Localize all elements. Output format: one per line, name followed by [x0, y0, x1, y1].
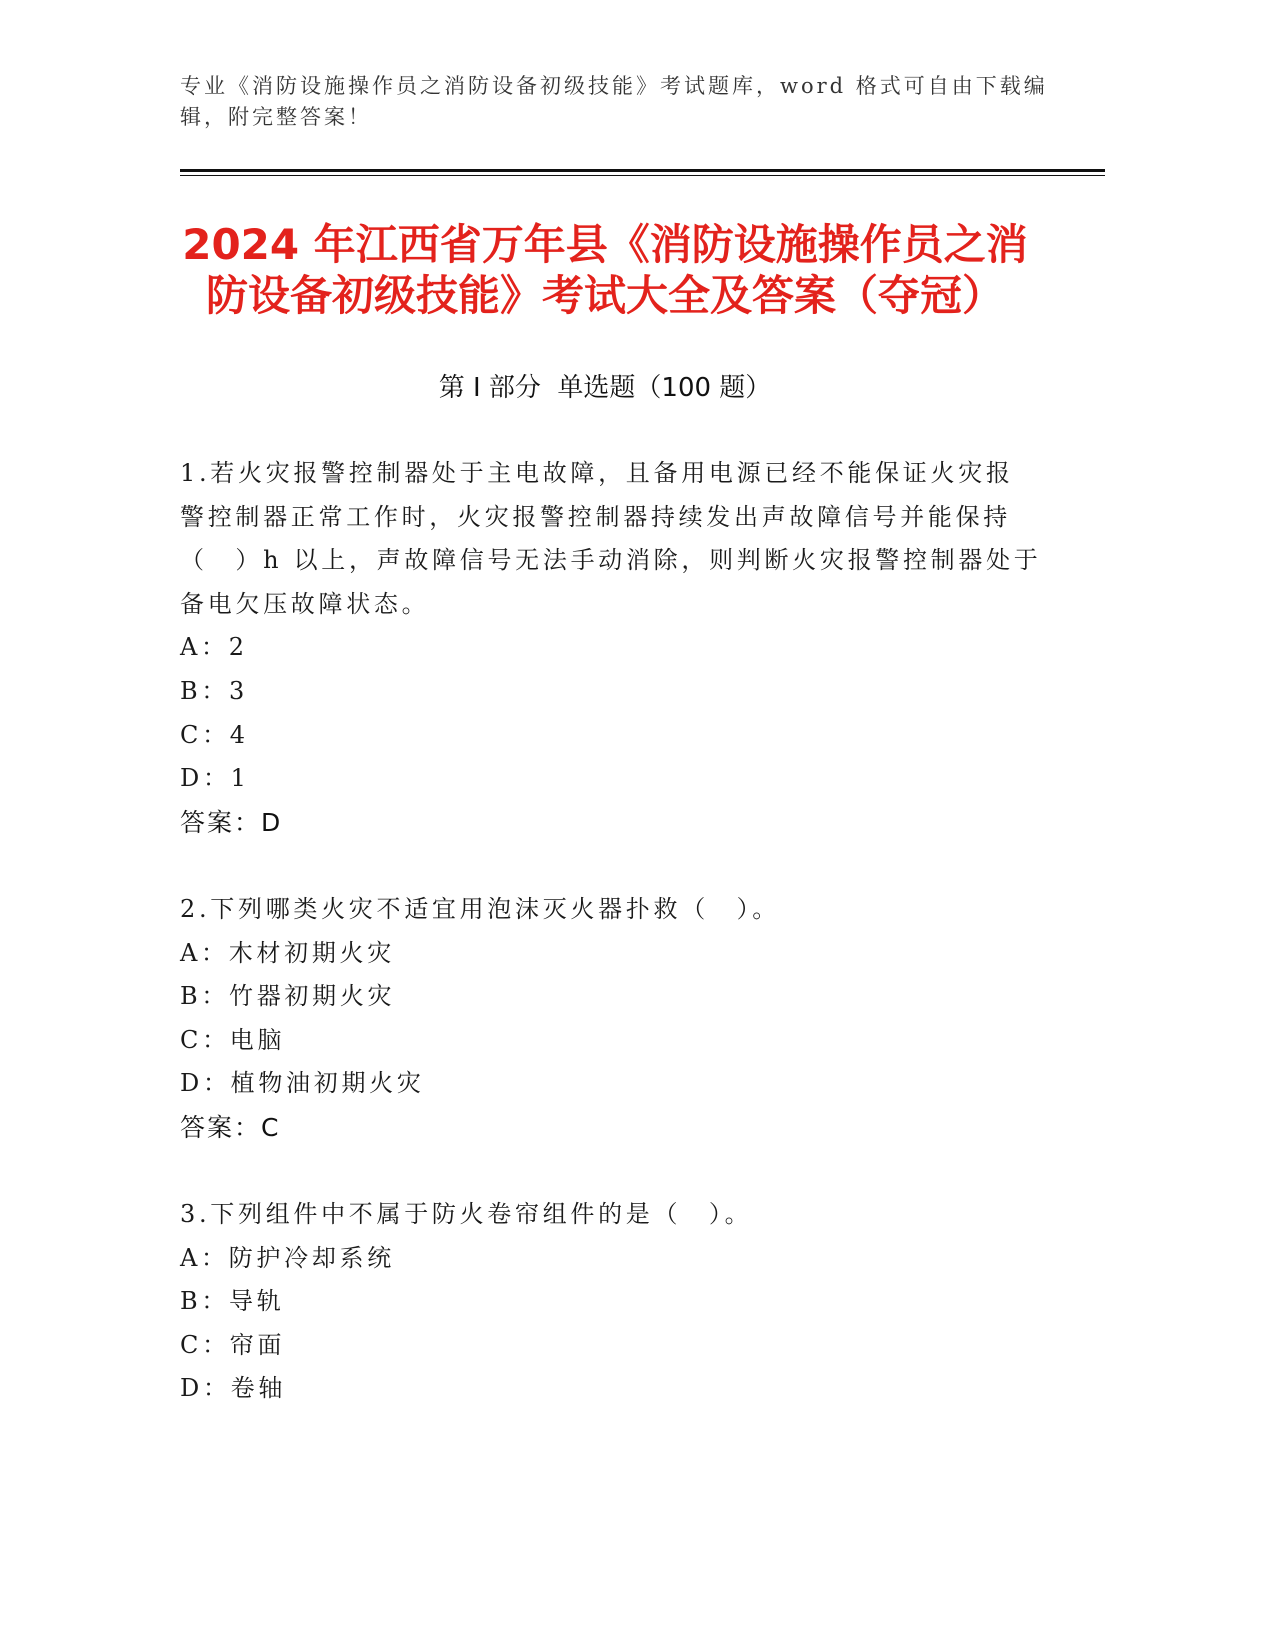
question-2 [180, 888, 1105, 1150]
question-text-line: 2.下列哪类火灾不适宜用泡沫灭火器扑救（ ）。 [180, 894, 780, 923]
question-list [180, 452, 1105, 1455]
question-text-line: 备电欠压故障状态。 [180, 589, 430, 618]
option-a: A：防护冷却系统 [180, 1243, 395, 1272]
answer-line: 答案：D [180, 807, 283, 837]
option-c: C：电脑 [180, 1025, 286, 1054]
question-text-line: 警控制器正常工作时，火灾报警控制器持续发出声故障信号并能保持 [180, 502, 1011, 531]
question-1 [180, 452, 1105, 844]
question-text-line: （ ）h 以上，声故障信号无法手动消除，则判断火灾报警控制器处于 [180, 546, 1042, 575]
question-3 [180, 1193, 1105, 1411]
header-note [180, 71, 1105, 133]
option-a: A：2 [180, 633, 248, 662]
option-d: D：1 [180, 764, 250, 793]
header-note-line: 专业《消防设施操作员之消防设备初级技能》考试题库，word 格式可自由下载编 [180, 74, 1048, 98]
question-text-line: 1.若火灾报警控制器处于主电故障，且备用电源已经不能保证火灾报 [180, 459, 1014, 487]
header-note-line: 辑，附完整答案！ [180, 105, 372, 129]
page-title-line: 防设备初级技能》考试大全及答案（夺冠） [205, 271, 1004, 320]
header-divider-thick [180, 169, 1105, 172]
section-heading: 第 I 部分 单选题（100 题） [438, 373, 772, 403]
header-divider-thin [180, 175, 1105, 176]
option-c: C：4 [180, 720, 249, 749]
question-text-line: 3.下列组件中不属于防火卷帘组件的是（ ）。 [180, 1200, 753, 1229]
option-b: B：3 [180, 676, 249, 705]
option-b: B：竹器初期火灾 [180, 982, 396, 1011]
answer-line: 答案：C [180, 1112, 281, 1142]
option-d: D：植物油初期火灾 [180, 1069, 425, 1098]
option-c: C：帘面 [180, 1330, 286, 1359]
option-b: B：导轨 [180, 1287, 285, 1316]
option-d: D：卷轴 [180, 1374, 287, 1403]
page-title-line: 2024 年江西省万年县《消防设施操作员之消 [182, 220, 1028, 269]
page-title [180, 219, 1030, 321]
option-a: A：木材初期火灾 [180, 938, 395, 967]
